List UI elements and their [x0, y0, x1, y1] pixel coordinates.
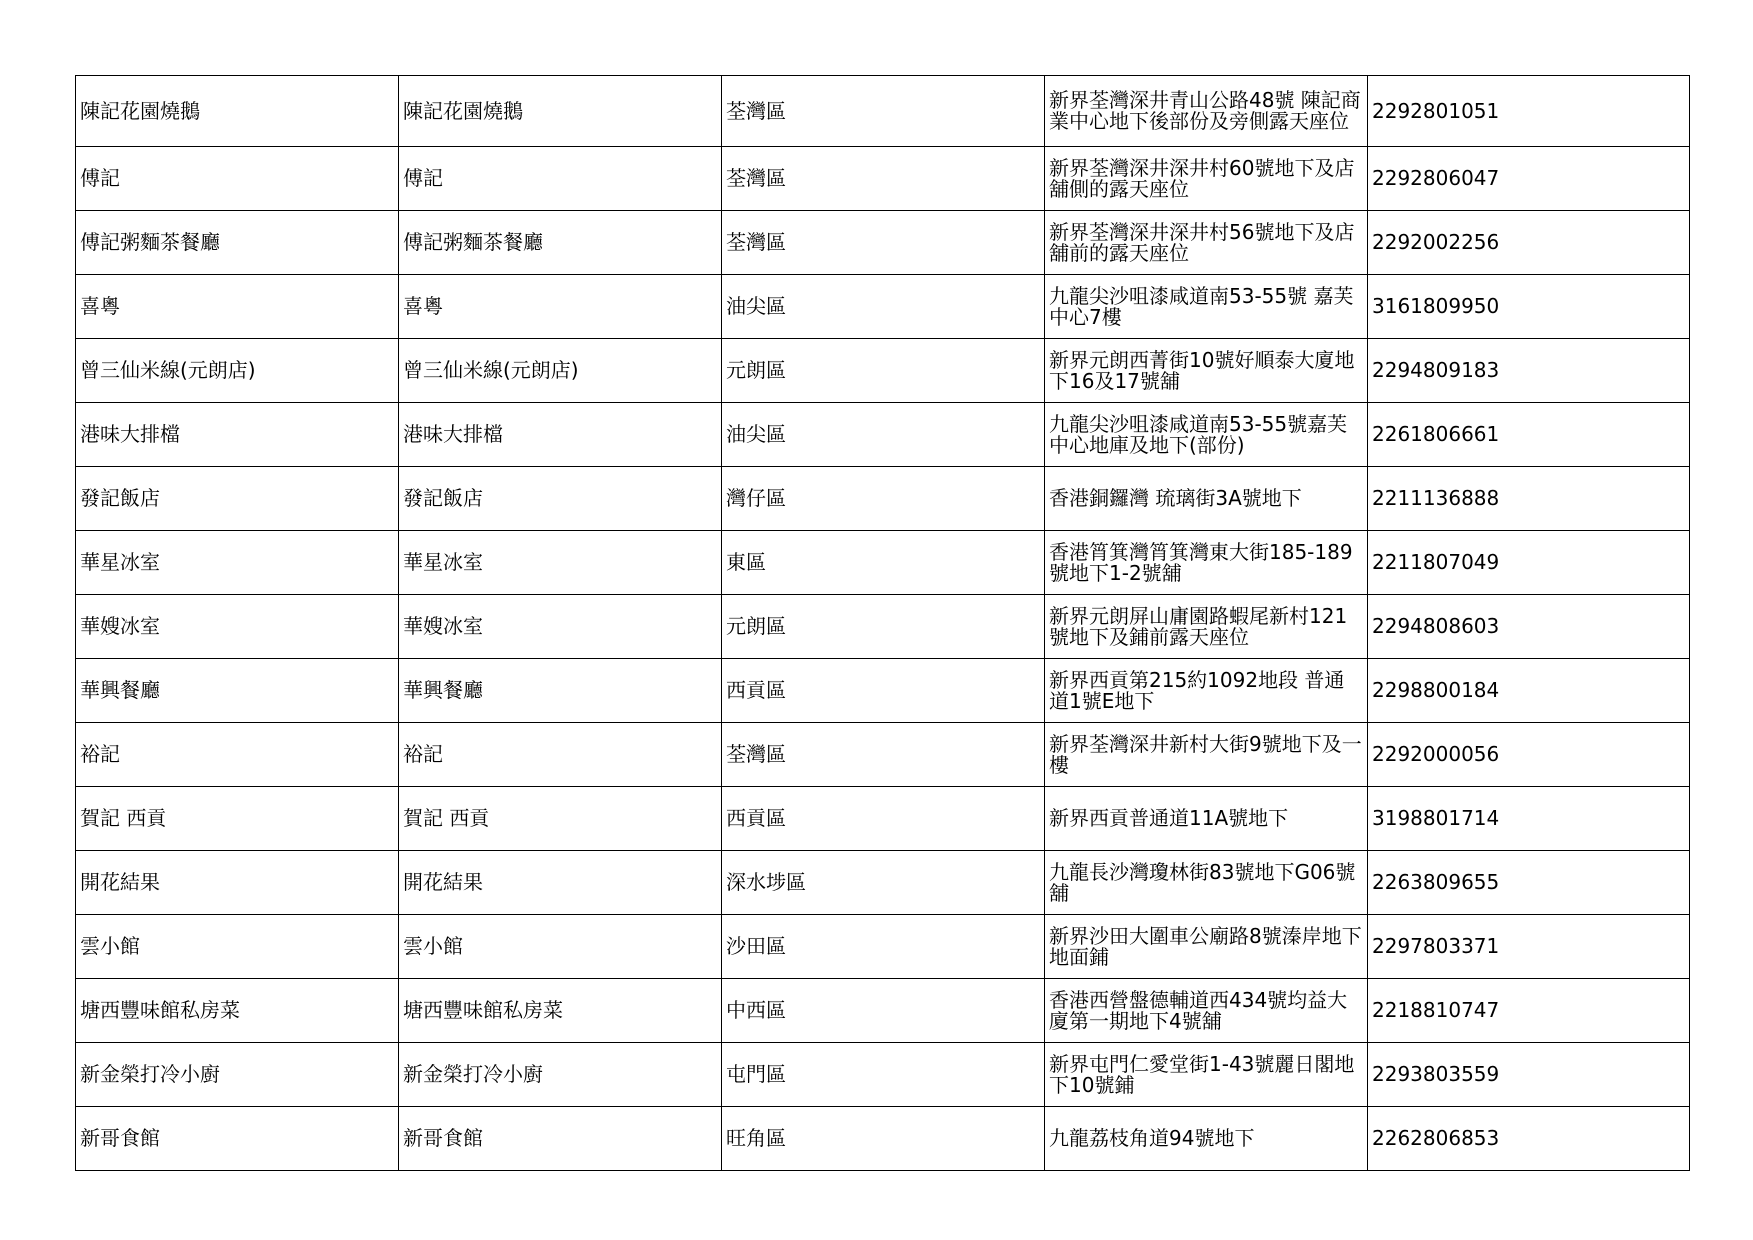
restaurant-name-alt-cell: 陳記花園燒鵝: [399, 76, 722, 147]
district-cell: 元朗區: [722, 595, 1045, 659]
district-cell: 灣仔區: [722, 467, 1045, 531]
district-cell: 東區: [722, 531, 1045, 595]
district-cell: 油尖區: [722, 403, 1045, 467]
address-cell: 新界荃灣深井青山公路48號 陳記商業中心地下後部份及旁側露天座位: [1045, 76, 1368, 147]
phone-cell: 2294808603: [1368, 595, 1690, 659]
table-row: [76, 1043, 1690, 1107]
district-cell: 屯門區: [722, 1043, 1045, 1107]
restaurant-name-alt-cell: 新金榮打冷小廚: [399, 1043, 722, 1107]
restaurant-name-cell: 傅記粥麵茶餐廳: [76, 211, 399, 275]
restaurant-name-cell: 喜粵: [76, 275, 399, 339]
address-cell: 新界沙田大圍車公廟路8號溱岸地下地面鋪: [1045, 915, 1368, 979]
address-cell: 香港西營盤德輔道西434號均益大廈第一期地下4號舖: [1045, 979, 1368, 1043]
restaurant-name-alt-cell: 傅記: [399, 147, 722, 211]
district-cell: 旺角區: [722, 1107, 1045, 1171]
district-cell: 元朗區: [722, 339, 1045, 403]
phone-cell: 2292801051: [1368, 76, 1690, 147]
address-cell: 新界元朗屏山庸園路蝦尾新村121號地下及鋪前露天座位: [1045, 595, 1368, 659]
district-cell: 荃灣區: [722, 723, 1045, 787]
table-row: [76, 979, 1690, 1043]
phone-cell: 2218810747: [1368, 979, 1690, 1043]
address-cell: 新界西貢普通道11A號地下: [1045, 787, 1368, 851]
restaurant-name-alt-cell: 發記飯店: [399, 467, 722, 531]
address-cell: 九龍長沙灣瓊林街83號地下G06號舖: [1045, 851, 1368, 915]
restaurant-name-cell: 曾三仙米線(元朗店): [76, 339, 399, 403]
table-row: [76, 915, 1690, 979]
table-row: [76, 403, 1690, 467]
restaurant-name-cell: 傅記: [76, 147, 399, 211]
phone-cell: 2294809183: [1368, 339, 1690, 403]
address-cell: 九龍荔枝角道94號地下: [1045, 1107, 1368, 1171]
address-cell: 新界屯門仁愛堂街1-43號麗日閣地下10號鋪: [1045, 1043, 1368, 1107]
table-row: [76, 76, 1690, 147]
table-row: [76, 787, 1690, 851]
district-cell: 西貢區: [722, 787, 1045, 851]
address-cell: 新界荃灣深井新村大街9號地下及一樓: [1045, 723, 1368, 787]
address-cell: 新界元朗西菁街10號好順泰大廈地下16及17號舖: [1045, 339, 1368, 403]
address-cell: 新界荃灣深井深井村60號地下及店舖側的露天座位: [1045, 147, 1368, 211]
address-cell: 九龍尖沙咀漆咸道南53-55號嘉芙中心地庫及地下(部份): [1045, 403, 1368, 467]
restaurant-name-alt-cell: 傅記粥麵茶餐廳: [399, 211, 722, 275]
restaurant-table: [75, 75, 1690, 1171]
table-row: [76, 595, 1690, 659]
district-cell: 荃灣區: [722, 76, 1045, 147]
restaurant-name-cell: 華興餐廳: [76, 659, 399, 723]
restaurant-name-cell: 新哥食館: [76, 1107, 399, 1171]
restaurant-name-cell: 開花結果: [76, 851, 399, 915]
district-cell: 中西區: [722, 979, 1045, 1043]
table-row: [76, 275, 1690, 339]
restaurant-name-cell: 陳記花園燒鵝: [76, 76, 399, 147]
phone-cell: 2293803559: [1368, 1043, 1690, 1107]
address-cell: 香港銅鑼灣 琉璃街3A號地下: [1045, 467, 1368, 531]
restaurant-name-cell: 賀記 西貢: [76, 787, 399, 851]
restaurant-name-alt-cell: 華嫂冰室: [399, 595, 722, 659]
restaurant-name-alt-cell: 喜粵: [399, 275, 722, 339]
table-row: [76, 211, 1690, 275]
phone-cell: 2211807049: [1368, 531, 1690, 595]
restaurant-name-alt-cell: 塘西豐味館私房菜: [399, 979, 722, 1043]
restaurant-name-cell: 新金榮打冷小廚: [76, 1043, 399, 1107]
table-row: [76, 147, 1690, 211]
district-cell: 深水埗區: [722, 851, 1045, 915]
restaurant-name-alt-cell: 華星冰室: [399, 531, 722, 595]
address-cell: 新界西貢第215約1092地段 普通道1號E地下: [1045, 659, 1368, 723]
district-cell: 沙田區: [722, 915, 1045, 979]
phone-cell: 2211136888: [1368, 467, 1690, 531]
restaurant-name-cell: 裕記: [76, 723, 399, 787]
address-cell: 新界荃灣深井深井村56號地下及店舖前的露天座位: [1045, 211, 1368, 275]
address-cell: 九龍尖沙咀漆咸道南53-55號 嘉芙中心7樓: [1045, 275, 1368, 339]
restaurant-name-cell: 華嫂冰室: [76, 595, 399, 659]
table-row: [76, 723, 1690, 787]
phone-cell: 3198801714: [1368, 787, 1690, 851]
address-cell: 香港筲箕灣筲箕灣東大街185-189號地下1-2號舖: [1045, 531, 1368, 595]
restaurant-name-alt-cell: 曾三仙米線(元朗店): [399, 339, 722, 403]
restaurant-name-cell: 雲小館: [76, 915, 399, 979]
restaurant-name-cell: 發記飯店: [76, 467, 399, 531]
restaurant-name-alt-cell: 開花結果: [399, 851, 722, 915]
restaurant-name-cell: 港味大排檔: [76, 403, 399, 467]
district-cell: 荃灣區: [722, 211, 1045, 275]
restaurant-name-alt-cell: 賀記 西貢: [399, 787, 722, 851]
table-row: [76, 467, 1690, 531]
district-cell: 西貢區: [722, 659, 1045, 723]
phone-cell: 2262806853: [1368, 1107, 1690, 1171]
table-row: [76, 531, 1690, 595]
phone-cell: 2298800184: [1368, 659, 1690, 723]
restaurant-name-alt-cell: 華興餐廳: [399, 659, 722, 723]
restaurant-name-alt-cell: 雲小館: [399, 915, 722, 979]
table-row: [76, 659, 1690, 723]
restaurant-name-cell: 塘西豐味館私房菜: [76, 979, 399, 1043]
table-row: [76, 851, 1690, 915]
phone-cell: 2292000056: [1368, 723, 1690, 787]
phone-cell: 2292002256: [1368, 211, 1690, 275]
restaurant-name-cell: 華星冰室: [76, 531, 399, 595]
restaurant-name-alt-cell: 新哥食館: [399, 1107, 722, 1171]
district-cell: 油尖區: [722, 275, 1045, 339]
phone-cell: 3161809950: [1368, 275, 1690, 339]
restaurant-name-alt-cell: 裕記: [399, 723, 722, 787]
phone-cell: 2263809655: [1368, 851, 1690, 915]
table-row: [76, 339, 1690, 403]
phone-cell: 2292806047: [1368, 147, 1690, 211]
restaurant-name-alt-cell: 港味大排檔: [399, 403, 722, 467]
table-row: [76, 1107, 1690, 1171]
phone-cell: 2297803371: [1368, 915, 1690, 979]
district-cell: 荃灣區: [722, 147, 1045, 211]
phone-cell: 2261806661: [1368, 403, 1690, 467]
